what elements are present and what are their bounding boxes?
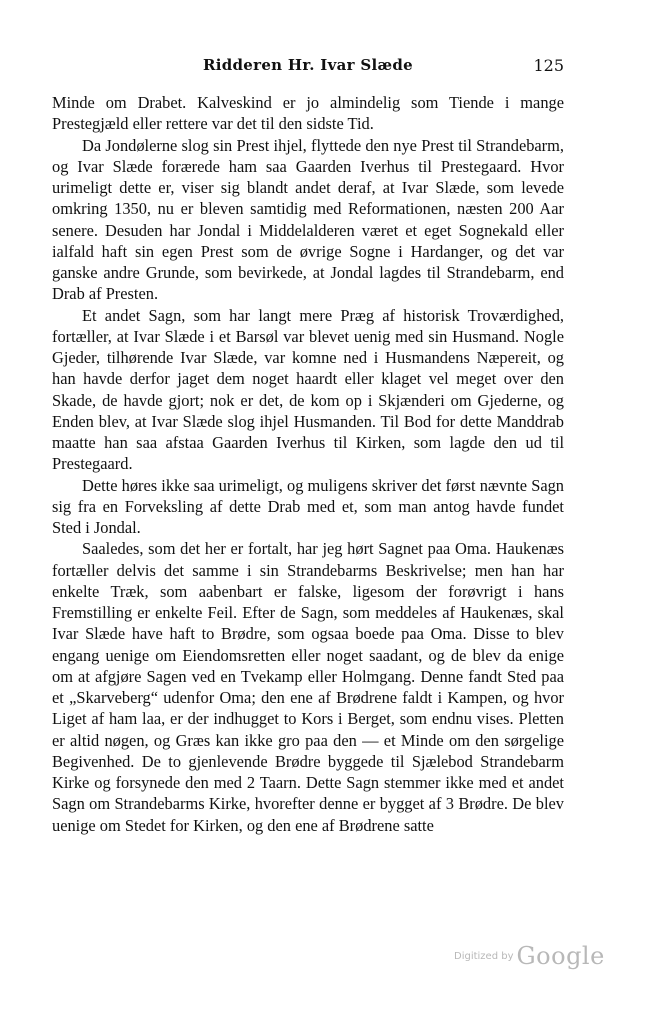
paragraph: Saaledes, som det her er fortalt, har jeg hørt Sagnet paa Oma. Haukenæs fortæller delvis det samme i sin Strandebarms Beskrivelse; men han har enkelte Træk, som aabenbart er falske, ligesom der forøvrigt i hans Fremstilling er enkelte Feil. Efter de Sagn, som meddeles af Haukenæs, skal Ivar Slæde have haft to Brødre, som ogsaa boede paa Oma. Disse to blev engang uenige om Eiendomsretten eller noget saadant, og de blev da enige om at afgjøre Sagen ved en Tvekamp eller Holmgang. Denne fandt Sted paa et „Skarveberg“ udenfor Oma; den ene af Brødrene faldt i Kampen, og hvor Liget af ham laa, er der indhugget to Kors i Berget, som endnu vises. Pletten er altid nøgen, og Græs kan ikke gro paa den — et Minde om den sørgelige Begivenhed. De to gjenlevende Brødre byggede til Sjælebod Strandebarm Kirke og forsynede den med 2 Taarn. Dette Sagn stemmer ikke med et andet Sagn om Strandebarms Kirke, hvorefter denne er bygget af 3 Brødre. De blev uenige om Stedet for Kirken, og den ene af Brødrene satte xyxy=(52,539,564,835)
body-text xyxy=(52,92,564,836)
paragraph: Minde om Drabet. Kalveskind er jo almindelig som Tiende i mange Prestegjæld eller rettere var det til den sidste Tid. xyxy=(52,93,564,134)
watermark-digitized-text: Digitized by xyxy=(454,951,514,962)
paragraph: Da Jondølerne slog sin Prest ihjel, flyttede den nye Prest til Strandebarm, og Ivar Slæde forærede ham saa Gaarden Iverhus til Prestegaard. Hvor urimeligt dette er, viser sig blandt andet deraf, at Ivar Slæde, som levede omkring 1350, nu er bleven samtidig med Reformationen, næsten 200 Aar senere. Desuden har Jondal i Middelalderen været et eget Sognekald eller ialfald haft sin egen Prest som de øvrige Sogne i Hardanger, og det var ganske andre Grunde, som bevirkede, at Jondal lagdes til Strandebarm, end Drab af Presten. xyxy=(52,135,564,304)
paragraph: Et andet Sagn, som har langt mere Præg af historisk Troværdighed, fortæller, at Ivar Slæde i et Barsøl var blevet uenig med sin Husmand. Nogle Gjeder, tilhørende Ivar Slæde, var komne ned i Husmandens Næpereit, og han havde derfor jaget dem noget haardt eller klaget vel meget over den Skade, de havde gjort; nok er det, de kom op i Skjænderi om Gjederne, og Enden blev, at Ivar Slæde slog ihjel Husmanden. Til Bod for dette Manddrab maatte han saa afstaa Gaarden Iverhus til Kirken, som lagde den ud til Prestegaard. xyxy=(52,305,564,474)
running-title: Ridderen Hr. Ivar Slæde xyxy=(202,56,414,74)
digitized-by-google-watermark xyxy=(454,942,605,970)
paragraph: Dette høres ikke saa urimeligt, og muligens skriver det først nævnte Sagn sig fra en Forveksling af dette Drab med et, som man antog havde fundet Sted i Jondal. xyxy=(52,475,564,537)
page-header xyxy=(52,56,564,80)
google-logo: Google xyxy=(516,942,605,970)
page-number: 125 xyxy=(533,56,564,75)
